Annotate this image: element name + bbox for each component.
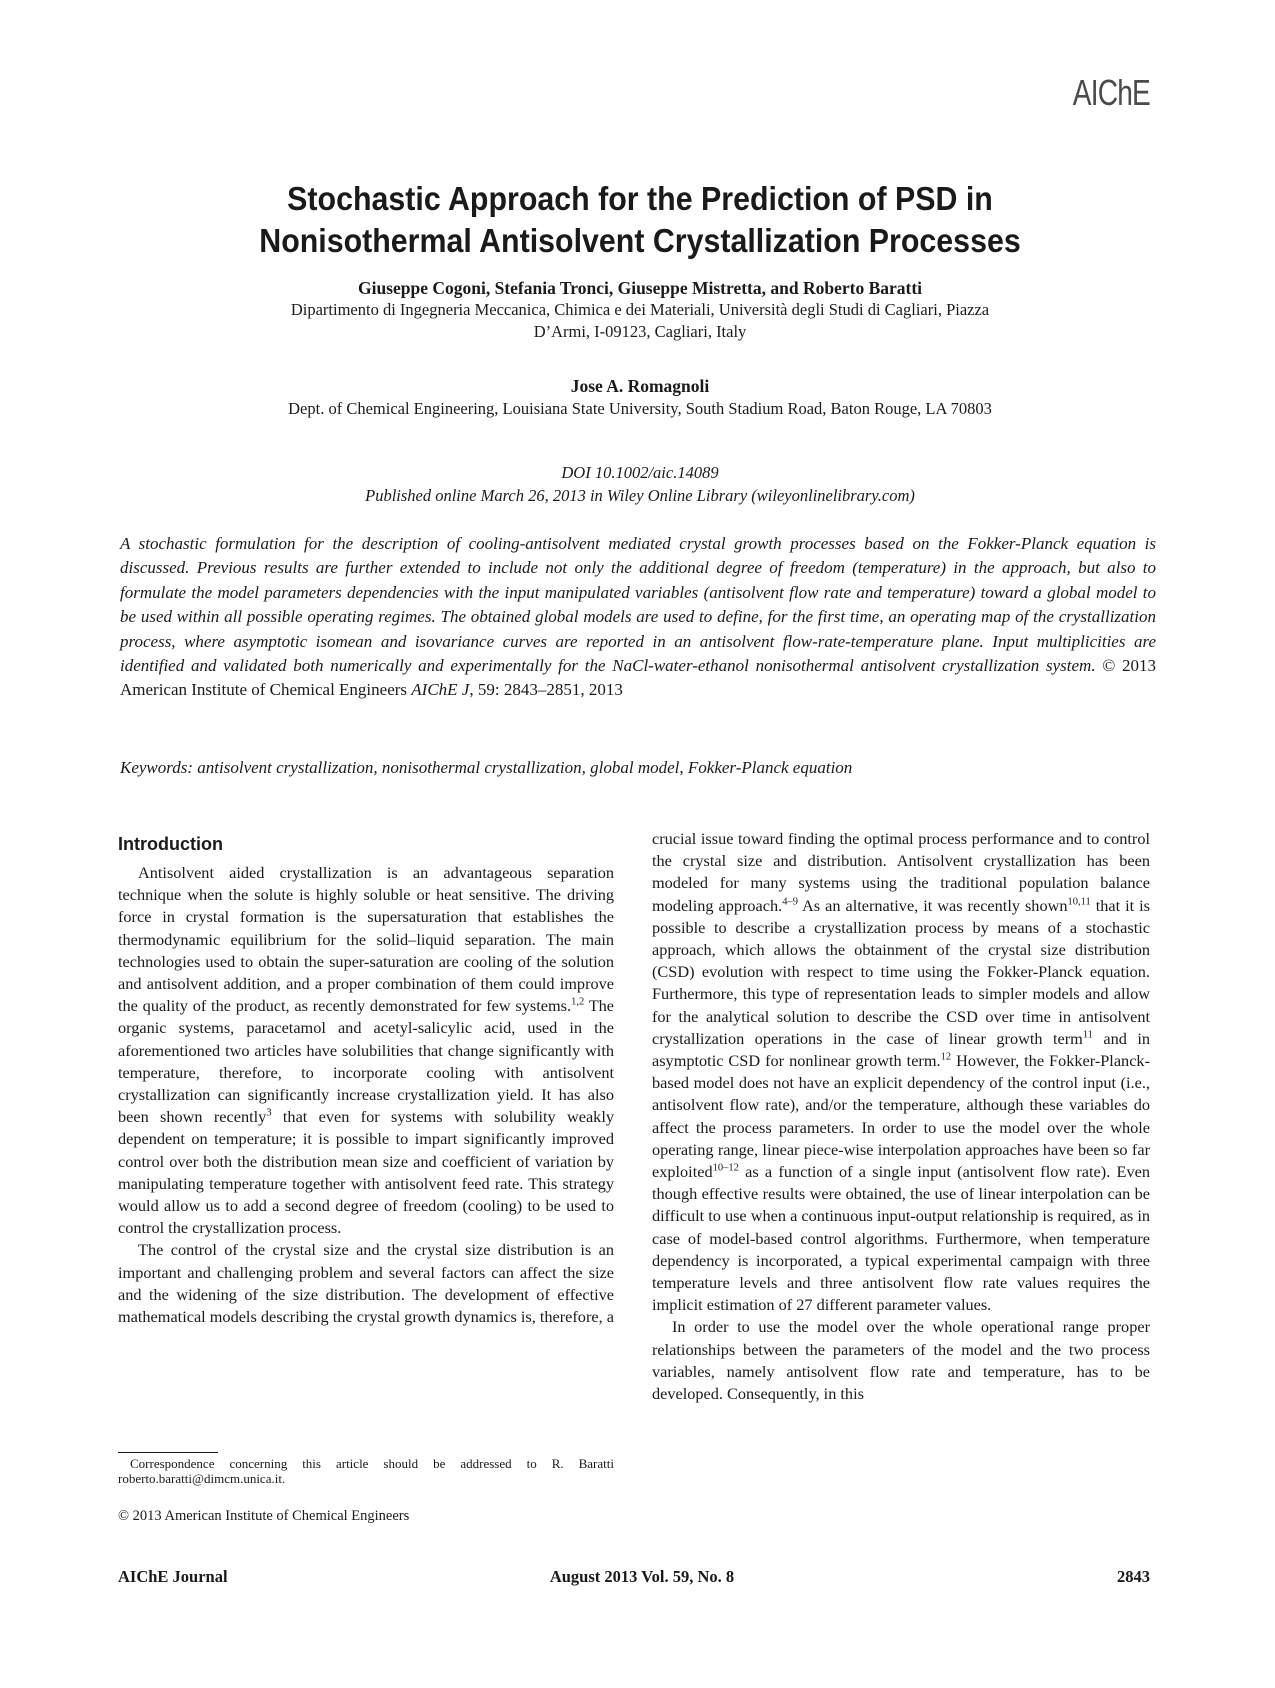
text-run: and in asymptotic CSD for nonlinear growth term. (652, 1028, 1151, 1071)
citation-ref: 1,2 (571, 996, 585, 1008)
text-run: The organic systems, paracetamol and acetyl-salicylic acid, used in the aforementioned two articles have solubilities that change significantly with temperature, therefore, to incorporate cooling with antisolvent crystallization can significantly increase crystallization yield. It has also been shown recently (118, 996, 615, 1127)
citation-ref: 10,11 (1067, 896, 1091, 908)
text-run: As an alternative, it was recently shown (797, 895, 1068, 915)
correspondence-footnote: Correspondence concerning this article should be addressed to R. Baratti roberto.baratti@dimcm.unica.it. (118, 1456, 614, 1486)
abstract-text: A stochastic formulation for the description of cooling-antisolvent mediated crystal growth processes based on the Fokker-Planck equation is discussed. Previous results are further extended to include not only the additional degree of freedom (temperature) in the approach, but also to formulate the model parameters dependencies with the input manipulated variables (antisolvent flow rate and temperature) toward a global model to be used within all possible operating regimes. The obtained global models are used to define, for the first time, an operating map of the crystallization process, where asymptotic isomean and isovariance curves are reported in an antisolvent flow-rate-temperature plane. Input multiplicities are identified and validated both numerically and experimentally for the NaCl-water-ethanol nonisothermal antisolvent crystallization system. (120, 534, 1156, 676)
text-run: However, the Fokker-Planck-based model does not have an explicit dependency of the control input (i.e., antisolvent flow rate), and/or the temperature, although these variables do affect the process parameters. In order to use the model over the whole operating range, linear piece-wise interpolation approaches have been so far exploited (652, 1051, 1150, 1182)
affiliation-2: Dept. of Chemical Engineering, Louisiana State University, South Stadium Road, Baton Rouge, LA 70803 (288, 399, 992, 418)
text-run: as a function of a single input (antisolvent flow rate). Even though effective results were obtained, the use of linear interpolation can be difficult to use when a continuous input-output relationship is required, as in case of model-based control algorithms. Furthermore, when temperature dependency is incorporated, a typical experimental campaign with three temperature levels and three antisolvent flow rate values requires the implicit estimation of 27 different parameter values. (652, 1162, 1151, 1315)
citation-ref: 11 (1082, 1029, 1093, 1041)
intro-paragraph-4: In order to use the model over the whole operational range proper relationships between the parameters of the model and the two process variables, namely antisolvent flow rate and temperature, has to be developed. Consequently, in this (652, 1317, 1150, 1404)
section-heading-introduction: Introduction (118, 834, 223, 854)
text-run: that it is possible to describe a crystallization process by means of a stochastic approach, which allows the obtainment of the crystal size distribution (CSD) evolution with respect to time using the Fokker-Planck equation. Furthermore, this type of representation leads to simpler models and allow for the analytical solution to describe the CSD over time in antisolvent crystallization operations in the case of linear growth term (652, 895, 1150, 1048)
article-title (180, 178, 1100, 262)
text-run: crucial issue toward finding the optimal process performance and to control the crystal size and distribution. Antisolvent crystallization has been modeled for many systems using the traditional population balance modeling approach. (652, 829, 1150, 915)
abstract (120, 532, 1156, 703)
title-line-1: Stochastic Approach for the Prediction of PSD in (287, 180, 993, 217)
left-column (118, 838, 614, 1328)
footer-issue: August 2013 Vol. 59, No. 8 (549, 1567, 735, 1586)
affiliation-1-line-2: D’Armi, I-09123, Cagliari, Italy (533, 322, 747, 341)
citation-ref: 3 (266, 1107, 272, 1119)
footer-page-number: 2843 (1117, 1567, 1150, 1586)
authors-group-1: Giuseppe Cogoni, Stefania Tronci, Giuseppe Mistretta, and Roberto Baratti (357, 278, 923, 298)
publication-info: Published online March 26, 2013 in Wiley Online Library (wileyonlinelibrary.com) (365, 486, 915, 505)
intro-paragraph-3 (652, 828, 1150, 1316)
citation-ref: 12 (940, 1051, 952, 1063)
footer-journal-name: AIChE Journal (118, 1567, 228, 1586)
authors-group-2: Jose A. Romagnoli (570, 376, 710, 396)
intro-paragraph-1 (118, 862, 614, 1239)
title-line-2: Nonisothermal Antisolvent Crystallization Processes (259, 222, 1021, 259)
abstract-copyright: © 2013 American Institute of Chemical Engineers (120, 656, 1157, 700)
journal-logo: AIChE (1072, 72, 1150, 113)
abstract-journal: AIChE J (411, 680, 470, 700)
intro-paragraph-2: The control of the crystal size and the crystal size distribution is an important and challenging problem and several factors can affect the size and the widening of the size distribution. The development of effective mathematical models describing the crystal growth dynamics is, therefore, a (118, 1240, 614, 1327)
copyright-notice: © 2013 American Institute of Chemical Engineers (118, 1508, 410, 1524)
right-column (652, 828, 1150, 1405)
citation-ref: 10–12 (712, 1162, 739, 1174)
footnote-divider (118, 1452, 218, 1453)
citation-ref: 4–9 (782, 896, 798, 908)
keywords: Keywords: antisolvent crystallization, nonisothermal crystallization, global model, Fokker-Planck equation (120, 758, 853, 777)
affiliation-1-line-1: Dipartimento di Ingegneria Meccanica, Chimica e dei Materiali, Università degli Studi di Cagliari, Piazza (290, 300, 990, 319)
text-run: that even for systems with solubility weakly dependent on temperature; it is possible to impart significantly improved control over both the distribution mean size and coefficient of variation by manipulating temperature together with antisolvent feed rate. This strategy would allow us to add a second degree of freedom (cooling) to be used to control the crystallization process. (118, 1107, 614, 1238)
text-run: Antisolvent aided crystallization is an advantageous separation technique when the solute is highly soluble or heat sensitive. The driving force in crystal formation is the supersaturation that establishes the thermodynamic equilibrium for the solid–liquid separation. The main technologies used to obtain the super-saturation are cooling of the solution and antisolvent addition, and a proper combination of them could improve the quality of the product, as recently demonstrated for few systems. (118, 863, 614, 1016)
affiliation-1 (140, 299, 1140, 343)
abstract-citation: , 59: 2843–2851, 2013 (469, 680, 623, 700)
doi: DOI 10.1002/aic.14089 (561, 463, 719, 482)
